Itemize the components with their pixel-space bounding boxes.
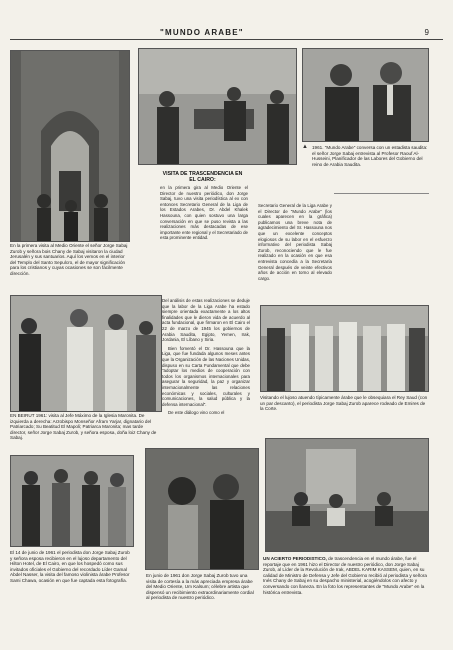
article-paragraph: Secretario General de la Liga Arabe y el Director de "Mundo Arabe" (los cuales aparecen en la gráfica) publicamos una breve nota de agradecimiento del Sr. Hassouna nos que un excelente conceptos elogiosos de su labor en el esfuerzo informativo del periodista Sabaj Zurob, reconociendo que le fue realizado en la ocasión en que esa entrevista concedía a la Secretaría General después de veinte efectivos años de acción en torno al elevado cargo.: [258, 203, 332, 281]
article-column-1-cont: [162, 298, 250, 419]
caption-hilton: El 14 de junio de 1961 el periodista don Jorge Sabaj Zurob y señora esposa recibieron en el lujoso departamento del Hilton Hotel, de El Cairo, en que los hospedó como sus invitados oficiales el Gobierno del recordado Líder Gamal Abdel Nasser, la visita del famoso violinista árabe Profesor Sami Chawa, ocasión en que fue captada esta fotografía.: [10, 550, 130, 583]
page-header: [0, 26, 453, 40]
photo-beirut-visit: [10, 295, 162, 412]
separator: [334, 193, 429, 194]
article-paragraph: en la primera gira al Medio Oriente el Director de nuestro periódico, don Jorge Sabaj, tuvo una visita periodística al ex con entonces Secretario General de la Liga de los Estados Arabes, Dr. Abdel Khalek Hassouna, con quien sostuvo una larga conversación en que se puso revista a las realizaciones más destacadas de ese importante ente regional y el Secretariado de esta prominente entidad.: [160, 185, 248, 241]
caption-saudi-court: Visitando el lujoso atuendo típicamente árabe que le obsequiara el Rey Saud (con un par descanto), el periodista Jorge Sabaj Zurob aparece rodeado de Emires de la Corte.: [260, 395, 428, 412]
caption-marker: ▲: [302, 144, 308, 150]
photo-um-kalsum: [145, 448, 259, 570]
article-column-2: [258, 203, 332, 284]
photo-office-meeting: [138, 48, 297, 165]
photo-church-interior: [10, 50, 130, 242]
article-column-1: [160, 185, 248, 244]
caption-saudi-statesman: 1961. "Mundo Arabe" conversa con un estadista saudita: el señor Jorge Sabaj entrevista al Profesor Raouf Al-Husseini, Planificador de las Labores del Gobierno del reino de Arabia Saudita.: [312, 145, 428, 167]
photo-saudi-court: [260, 305, 429, 392]
header-rule: [10, 39, 443, 40]
caption-um-kalsum: En junio de 1961 don Jorge Sabaj Zurob tuvo una visita de cortesía a la más apreciada empresa árabe del Medio Oriente, Um Kalsum; célebre artista que dispensó un recibimiento extraordinariamente cordial al periodista de nuestro periódico.: [146, 573, 254, 601]
caption-kassem: [263, 556, 429, 595]
article-paragraph: De este diálogo vino como el: [168, 410, 225, 416]
page-number: 9: [424, 28, 429, 37]
article-paragraph: Del análisis de estas realizaciones se deduje que la labor de la Liga Arabe ha estado siempre orientada exactamente a los altos finalidades que le dieron vida de acuerdo al acta fundacional, que firmaron en El Cairo el 22 de marzo de 1945 los gobiernos de Arabia Saudita, Egipto, Yemen, Irak, Jordania, El Líbano y Siria.: [162, 298, 250, 343]
caption-church: En la primera visita al Medio Oriente el señor Jorge Sabaj Zurob y señora bois Chany de Sabaj visitaron la ciudad Jerusalén y sus santuarios. Aquí los vemos en el interior del Templo del Santo Sepulcro, el de mayor significación para los cristianos y cuyas ocasiones se son fácilmente dirección.: [10, 243, 128, 276]
photo-kassem-interview: [265, 438, 429, 552]
caption-beirut: EN BEIRUT 1961: visita al Jefe Máximo de la Iglesia Maronita. De izquierda a derecha: Arzobispo Monseñor Afram Yarjar, dignatario del Patriarcado; Su Beatitud El Mapoli; Patriarca Maronita; mas tarde director, señor Jorge Sabaj Zurob, y señora esposa, doña loiz Chany de Sabaj.: [10, 413, 157, 441]
article-paragraph: Bien fomentó el Dr. Hassouna que la Liga, que fue fundada algunos meses antes que la Organización de las Naciones Unidas, dispuso en su Carta Fundamental que debe "adoptar los medios de cooperación con todos los organismos internacionales para asegurar la seguridad, la paz y organizar internacionalmente las relaciones económicas y sociales, culturales y comunicaciones, la salud pública y la defensa internacional".: [162, 345, 250, 407]
photo-hilton-visit: [10, 455, 134, 547]
article-headline: VISITA DE TRASCENDENCIA EN EL CAIRO:: [162, 171, 243, 183]
publication-title: "MUNDO ARABE": [160, 28, 244, 37]
caption-kassem-lead: UN ACIERTO PERIODISTICO,: [263, 556, 327, 561]
caption-kassem-text: de trascendencia en el mundo árabe, fue el reportaje que en 1961 hizo el Director de nuestro periódico, don Jorge Sabaj Zurob, al Líder de la Revolución de Irak, ABDEL KARIM KASSEM, quien, en su calidad de Ministro de Defensa y Jefe del Gobierno recibió al periodista y señora Inés Chany de Sabaj en su despacho ministerial, acogiéndolos con afecto y conversando con llaneza. En la foto los representantes de "Mundo Arabe" en la histórica entrevista.: [263, 556, 427, 595]
photo-saudi-statesman: [302, 48, 429, 142]
